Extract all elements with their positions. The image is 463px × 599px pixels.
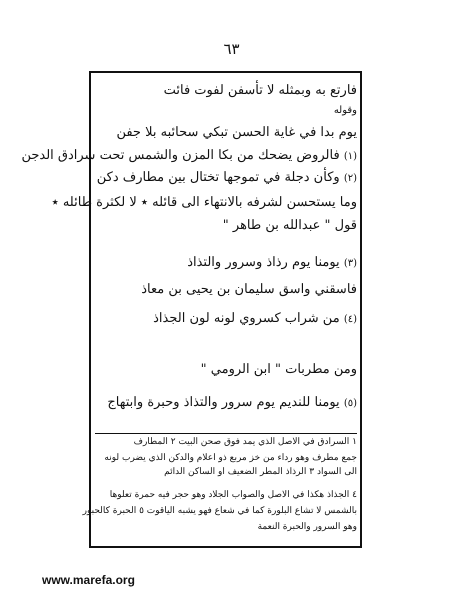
footnote-line-3: الى السواد ٣ الرذاذ المطر الضعيف او الساكن الدائم — [164, 467, 357, 477]
text-line-12-content: يومنا للنديم يوم سرور والتذاذ وحبرة وابتهاج — [107, 395, 340, 410]
text-line-8-content: يومنا يوم رذاذ وسرور والتذاذ — [187, 255, 340, 270]
footnote-mark-3: (٣) — [343, 258, 357, 269]
footnote-mark-5: (٥) — [343, 398, 357, 409]
text-line-10-content: من شراب كسروي لونه لون الجذاذ — [153, 311, 340, 326]
text-line-1: فارتع به وبمثله لا تأسفن لفوت فائت — [163, 83, 357, 98]
text-line-5 — [95, 169, 357, 188]
footnote-mark-1: (١) — [343, 151, 357, 162]
text-line-6: وما يستحسن لشرفه بالانتهاء الى قائله ٭ لا لكثرة طائله ٭ — [51, 195, 357, 210]
text-line-11: ومن مطربات " ابن الرومي " — [200, 362, 357, 377]
footnote-line-2: جمع مطرف وهو رداء من خز مربع ذو اعلام والدكن الذي يضرب لونه — [104, 453, 357, 463]
footnote-rule — [95, 433, 357, 434]
text-line-2: وقوله — [333, 105, 357, 116]
text-line-4 — [21, 147, 357, 166]
footnote-line-6: وهو السرور والحبرة النعمة — [257, 522, 357, 532]
footnote-line-4: ٤ الجذاذ هكذا في الاصل والصواب الجلاد وهو حجر فيه حمرة تعلوها — [109, 490, 357, 500]
footer-url: www.marefa.org — [42, 573, 135, 587]
text-line-7: قول " عبدالله بن طاهر " — [222, 218, 357, 233]
text-line-10 — [95, 310, 357, 329]
footnote-mark-4: (٤) — [343, 314, 357, 325]
text-line-4-content: فالروض يضحك من بكا المزن والشمس تحت سرادق الدجن — [21, 148, 340, 163]
text-line-9: فاسقني واسق سليمان بن يحيى بن معاذ — [141, 282, 357, 297]
footnote-line-5: بالشمس لا تشاع البلورة كما في شعاع فهو يشبه الياقوت ٥ الحبرة كالحبور — [82, 506, 357, 516]
page-number: ٦٣ — [223, 40, 240, 58]
footnote-mark-2: (٢) — [343, 173, 357, 184]
text-line-8 — [95, 254, 357, 273]
text-line-5-content: وكأن دجلة في تموجها تختال بين مطارف دكن — [96, 170, 340, 185]
footnote-line-1: ١ السرادق في الاصل الذي يمد فوق صحن البيت ٢ المطارف — [133, 437, 357, 447]
text-line-3: يوم بدا في غاية الحسن تبكي سحائبه بلا جفن — [116, 125, 357, 140]
text-line-12 — [95, 394, 357, 413]
